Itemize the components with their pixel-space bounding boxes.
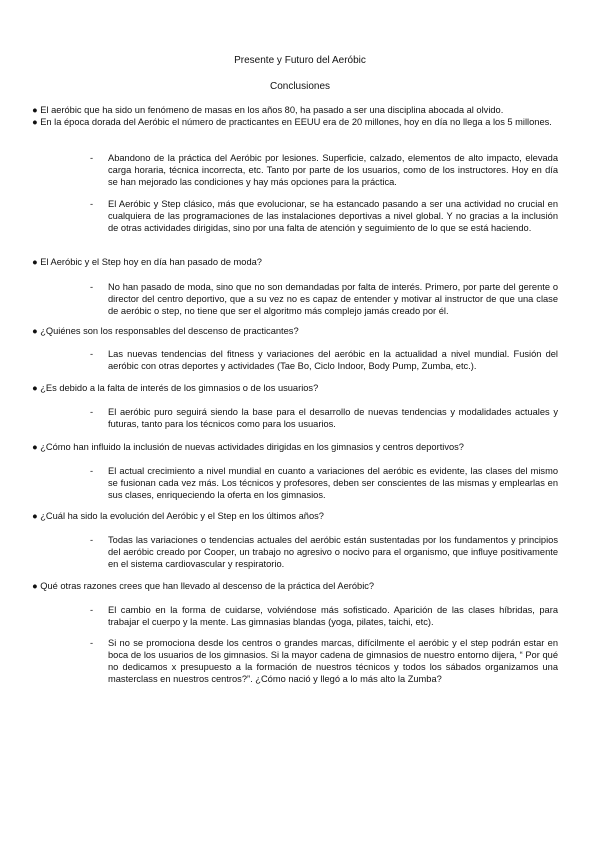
bullet-icon: ● — [32, 383, 38, 393]
bullet-icon: ● — [32, 326, 38, 336]
list-item: El cambio en la forma de cuidarse, volviéndose más sofisticado. Aparición de las clases híbridas, para trabajar el cuerpo y la mente. Las gimnasias blandas (yoga, pilates, taichi, etc). — [108, 605, 558, 627]
intro-paragraphs — [32, 104, 568, 128]
list-item: No han pasado de moda, sino que no son demandadas por falta de interés. Primero, por parte del gerente o director del centro deportivo, que a su vez no es capaz de entender y motivar al instructor de que una clase de aeróbic o step, no tiene que ser el algoritmo más complejo jamás creado por él. — [108, 282, 558, 316]
list-item: El aeróbic puro seguirá siendo la base para el desarrollo de nuevas tendencias y modalidades actuales y futuras, tanto para los técnicos como para los usuarios. — [108, 407, 558, 429]
section-heading-conclusiones: Conclusiones — [269, 81, 331, 92]
dash-marker: - — [90, 466, 94, 476]
question-heading: ● ¿Es debido a la falta de interés de los gimnasios o de los usuarios? — [32, 383, 319, 393]
dash-marker: - — [90, 407, 94, 417]
dash-marker: - — [90, 153, 94, 163]
bullet-icon: ● — [32, 257, 38, 267]
list-item: El Aeróbic y Step clásico, más que evolucionar, se ha estancado pasando a ser una actividad no crucial en cualquiera de las programaciones de las instalaciones deportivas a nivel global. Y no gracias a la inclusión de otras actividades dirigidas, sino por una falta de atención y seguimiento de lo que se está haciendo. — [108, 199, 558, 233]
question-heading: ● ¿Cómo han influido la inclusión de nuevas actividades dirigidas en los gimnasios y centros deportivos? — [32, 442, 464, 452]
list-item: Todas las variaciones o tendencias actuales del aeróbic están sustentadas por los fundamentos y principios del aeróbic creado por Cooper, un trabajo no agresivo o nocivo para el organismo, que influye positivamente en el sistema cardiovascular y respiratorio. — [108, 535, 558, 569]
list-item: El actual crecimiento a nivel mundial en cuanto a variaciones del aeróbic es evidente, las clases del mismo se fusionan cada vez más. Los técnicos y profesores, deben ser conscientes de las mismas y emplearlas en sus clases, enriqueciendo la oferta en los gimnasios. — [108, 466, 558, 500]
dash-marker: - — [90, 199, 94, 209]
question-heading: ● ¿Cuál ha sido la evolución del Aeróbic y el Step en los últimos años? — [32, 511, 324, 521]
document-title: Presente y Futuro del Aeróbic — [234, 55, 366, 66]
bullet-icon: ● — [32, 442, 38, 452]
question-heading: ● Qué otras razones crees que han llevado al descenso de la práctica del Aeróbic? — [32, 581, 375, 591]
bullet-icon: ● — [32, 511, 38, 521]
question-heading: ● ¿Quiénes son los responsables del descenso de practicantes? — [32, 326, 299, 336]
bullet-icon: ● — [32, 117, 38, 127]
list-item: Abandono de la práctica del Aeróbic por lesiones. Superficie, calzado, elementos de alto impacto, elevada carga horaria, técnica incorrecta, etc. Tanto por parte de los usuarios, como de los instructores. Hoy en día se han mejorado las condiciones y hay más opciones para la práctica. — [108, 153, 558, 187]
list-item: Si no se promociona desde los centros o grandes marcas, difícilmente el aeróbic y el step podrán estar en boca de los usuarios de los gimnasios. Si la mayor cadena de gimnasios de nuestro entorno dijera, “ Por qué no dedicamos x presupuesto a la formación de nuestros técnicos y todos los sábados organizamos una masterclass en nuestros centros?”. ¿Cómo nació y llegó a lo más alto la Zumba? — [108, 638, 558, 684]
dash-marker: - — [90, 638, 94, 648]
dash-marker: - — [90, 535, 94, 545]
intro-bullet-1: ● El aeróbic que ha sido un fenómeno de masas en los años 80, ha pasado a ser una disciplina abocada al olvido. — [32, 105, 504, 115]
dash-marker: - — [90, 605, 94, 615]
dash-marker: - — [90, 282, 94, 292]
bullet-icon: ● — [32, 581, 38, 591]
dash-marker: - — [90, 349, 94, 359]
question-heading: ● El Aeróbic y el Step hoy en día han pasado de moda? — [32, 257, 262, 267]
intro-bullet-2: ● En la época dorada del Aeróbic el número de practicantes en EEUU era de 20 millones, hoy en día no llega a los 5 millones. — [32, 117, 552, 127]
list-item: Las nuevas tendencias del fitness y variaciones del aeróbic en la actualidad a nivel mundial. Fusión del aeróbic con otras deportes y actividades (Tae Bo, Ciclo Indoor, Body Pump, Zumba, etc.). — [108, 349, 558, 371]
bullet-icon: ● — [32, 105, 38, 115]
